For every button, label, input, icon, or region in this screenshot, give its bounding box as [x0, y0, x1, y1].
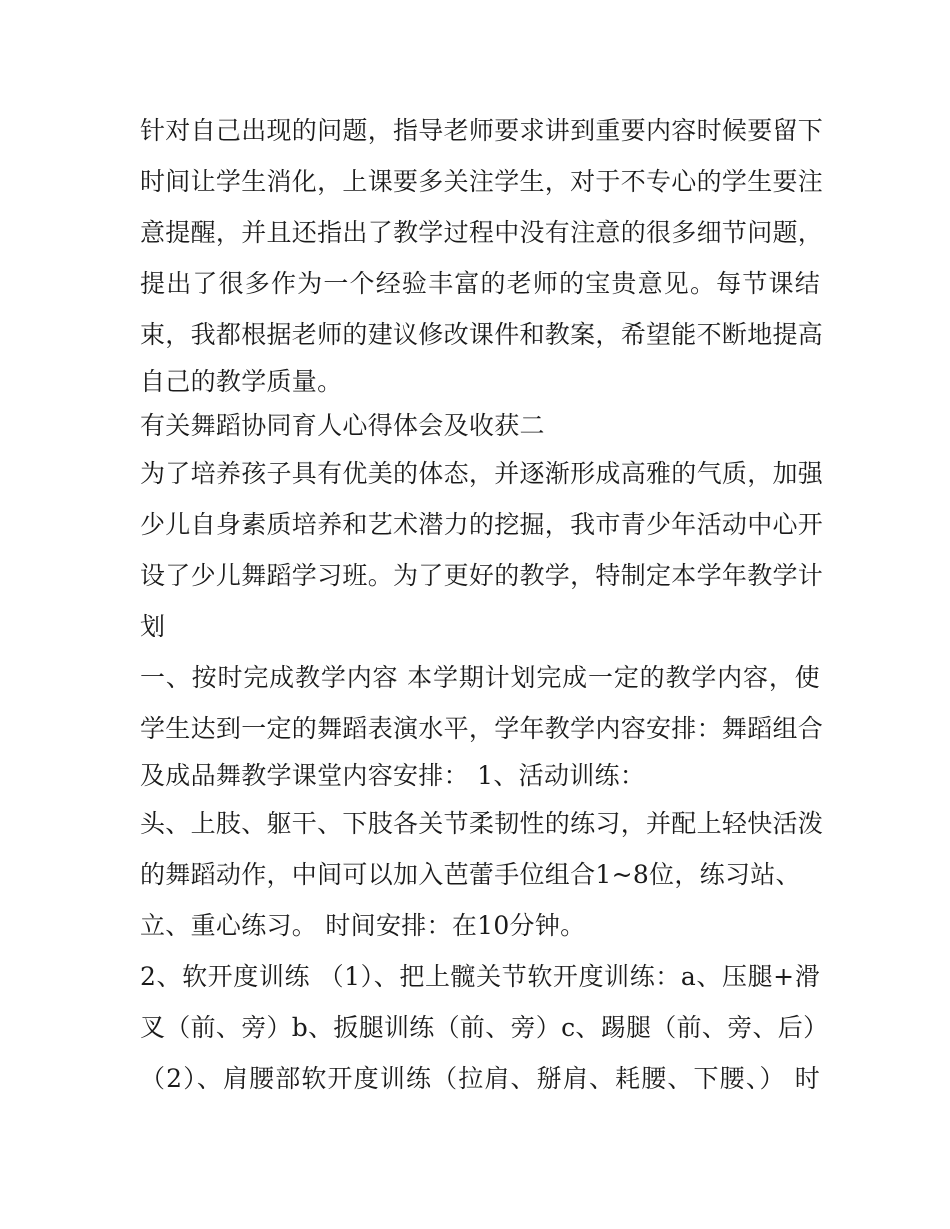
- text-line: 头、上肢、躯干、下肢各关节柔韧性的练习，并配上轻快活泼: [140, 809, 824, 838]
- text-line: 立、重心练习。 时间安排：在10分钟。: [140, 911, 586, 940]
- text-line: 自己的教学质量。: [140, 367, 343, 396]
- text-line: 时间让学生消化，上课要多关注学生，对于不专心的学生要注: [140, 167, 824, 196]
- text-line: 针对自己出现的问题，指导老师要求讲到重要内容时候要留下: [140, 116, 824, 145]
- text-line: 意提醒，并且还指出了教学过程中没有注意的很多细节问题，: [140, 218, 824, 247]
- text-line: （2）、肩腰部软开度训练（拉肩、掰肩、耗腰、下腰、） 时: [140, 1064, 820, 1093]
- text-line: 提出了很多作为一个经验丰富的老师的宝贵意见。每节课结: [140, 269, 820, 298]
- text-line: 划: [140, 612, 166, 641]
- text-line: 设了少儿舞蹈学习班。为了更好的教学，特制定本学年教学计: [140, 561, 824, 590]
- text-line: 叉（前、旁）b、扳腿训练（前、旁）c、踢腿（前、旁、后）: [140, 1013, 829, 1042]
- text-line: 为了培养孩子具有优美的体态，并逐渐形成高雅的气质，加强: [140, 459, 824, 488]
- text-line: 束，我都根据老师的建议修改课件和教案，希望能不断地提高: [140, 320, 824, 349]
- text-line: 学生达到一定的舞蹈表演水平，学年教学内容安排：舞蹈组合: [140, 714, 824, 743]
- document-body: [140, 105, 829, 1104]
- text-line: 一、按时完成教学内容 本学期计划完成一定的教学内容，使: [140, 663, 820, 692]
- text-line: 的舞蹈动作，中间可以加入芭蕾手位组合1~8位，练习站、: [140, 860, 801, 889]
- text-line: 2、软开度训练 （1）、把上髋关节软开度训练：a、压腿+滑: [140, 962, 820, 991]
- text-line: 及成品舞教学课堂内容安排： 1、活动训练：: [140, 761, 646, 790]
- text-line: 少儿自身素质培养和艺术潜力的挖掘，我市青少年活动中心开: [140, 510, 824, 539]
- section-heading: 有关舞蹈协同育人心得体会及收获二: [140, 411, 545, 440]
